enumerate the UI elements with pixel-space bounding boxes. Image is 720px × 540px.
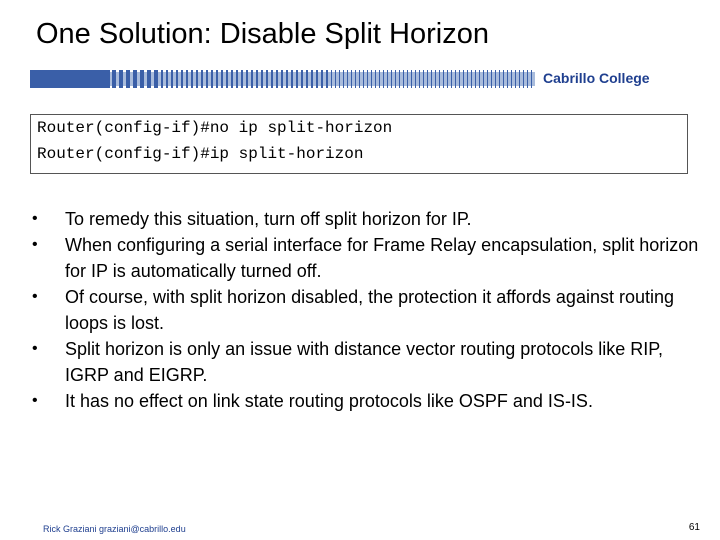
bullet-list xyxy=(32,206,702,414)
footer-author: Rick Graziani graziani@cabrillo.edu xyxy=(43,524,186,534)
bullet-item xyxy=(32,206,702,232)
bullet-icon: • xyxy=(32,340,38,357)
bullet-text: When configuring a serial interface for Frame Relay encapsulation, split horizon for IP is automatically turned off. xyxy=(65,235,699,281)
bullet-text: To remedy this situation, turn off split horizon for IP. xyxy=(65,209,472,229)
command-line: Router(config-if)#no ip split-horizon xyxy=(37,119,393,137)
page-number: 61 xyxy=(688,522,700,533)
slide-title: One Solution: Disable Split Horizon xyxy=(36,18,489,50)
command-line: Router(config-if)#ip split-horizon xyxy=(37,145,364,163)
bullet-text: Of course, with split horizon disabled, the protection it affords against routing loops is lost. xyxy=(65,287,675,333)
brand-logo-text: Cabrillo College xyxy=(543,70,650,86)
bullet-icon: • xyxy=(32,210,38,227)
bullet-item xyxy=(32,336,702,388)
bullet-item xyxy=(32,284,702,336)
bullet-text: Split horizon is only an issue with distance vector routing protocols like RIP, IGRP and EIGRP. xyxy=(65,339,663,385)
bullet-item xyxy=(32,232,702,284)
bullet-icon: • xyxy=(32,236,38,253)
bullet-item xyxy=(32,388,702,414)
bullet-text: It has no effect on link state routing protocols like OSPF and IS-IS. xyxy=(65,391,593,411)
bullet-icon: • xyxy=(32,288,38,305)
command-box xyxy=(30,114,688,174)
bullet-icon: • xyxy=(32,392,38,409)
